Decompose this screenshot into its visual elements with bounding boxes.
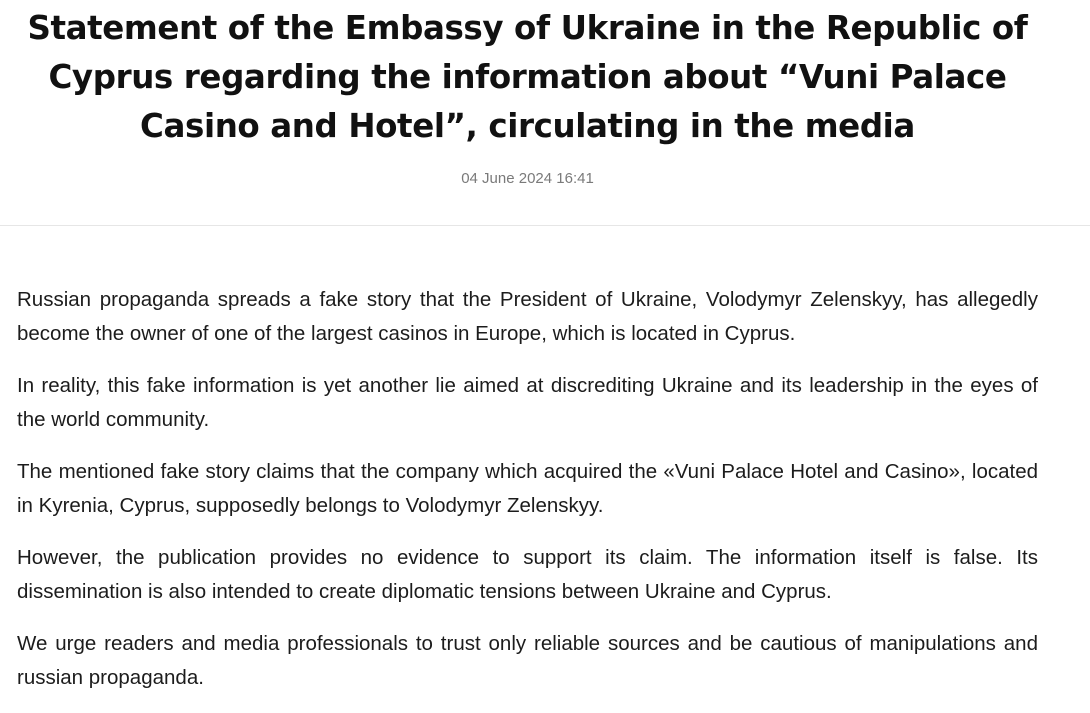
article-title: Statement of the Embassy of Ukraine in the Republic of Cyprus regarding the information about “Vuni Palace Casino and Hotel”, circulating in the media [27,9,1028,145]
article-paragraph: The mentioned fake story claims that the company which acquired the «Vuni Palace Hotel and Casino», located in Kyrenia, Cyprus, supposedly belongs to Volodymyr Zelenskyy. [17,460,1038,517]
article-paragraph: However, the publication provides no evidence to support its claim. The information itself is false. Its dissemination is also intended to create diplomatic tensions between Ukraine and Cyprus. [17,546,1038,603]
article-paragraph: In reality, this fake information is yet another lie aimed at discrediting Ukraine and its leadership in the eyes of the world community. [17,374,1038,431]
article-paragraph: We urge readers and media professionals to trust only reliable sources and be cautious of manipulations and russian propaganda. [17,632,1038,689]
article-header [0,0,1090,226]
publication-date: 04 June 2024 16:41 [461,170,594,187]
article-paragraph: Russian propaganda spreads a fake story that the President of Ukraine, Volodymyr Zelenskyy, has allegedly become the owner of one of the largest casinos in Europe, which is located in Cyprus. [17,288,1038,345]
article-body [17,283,1038,713]
